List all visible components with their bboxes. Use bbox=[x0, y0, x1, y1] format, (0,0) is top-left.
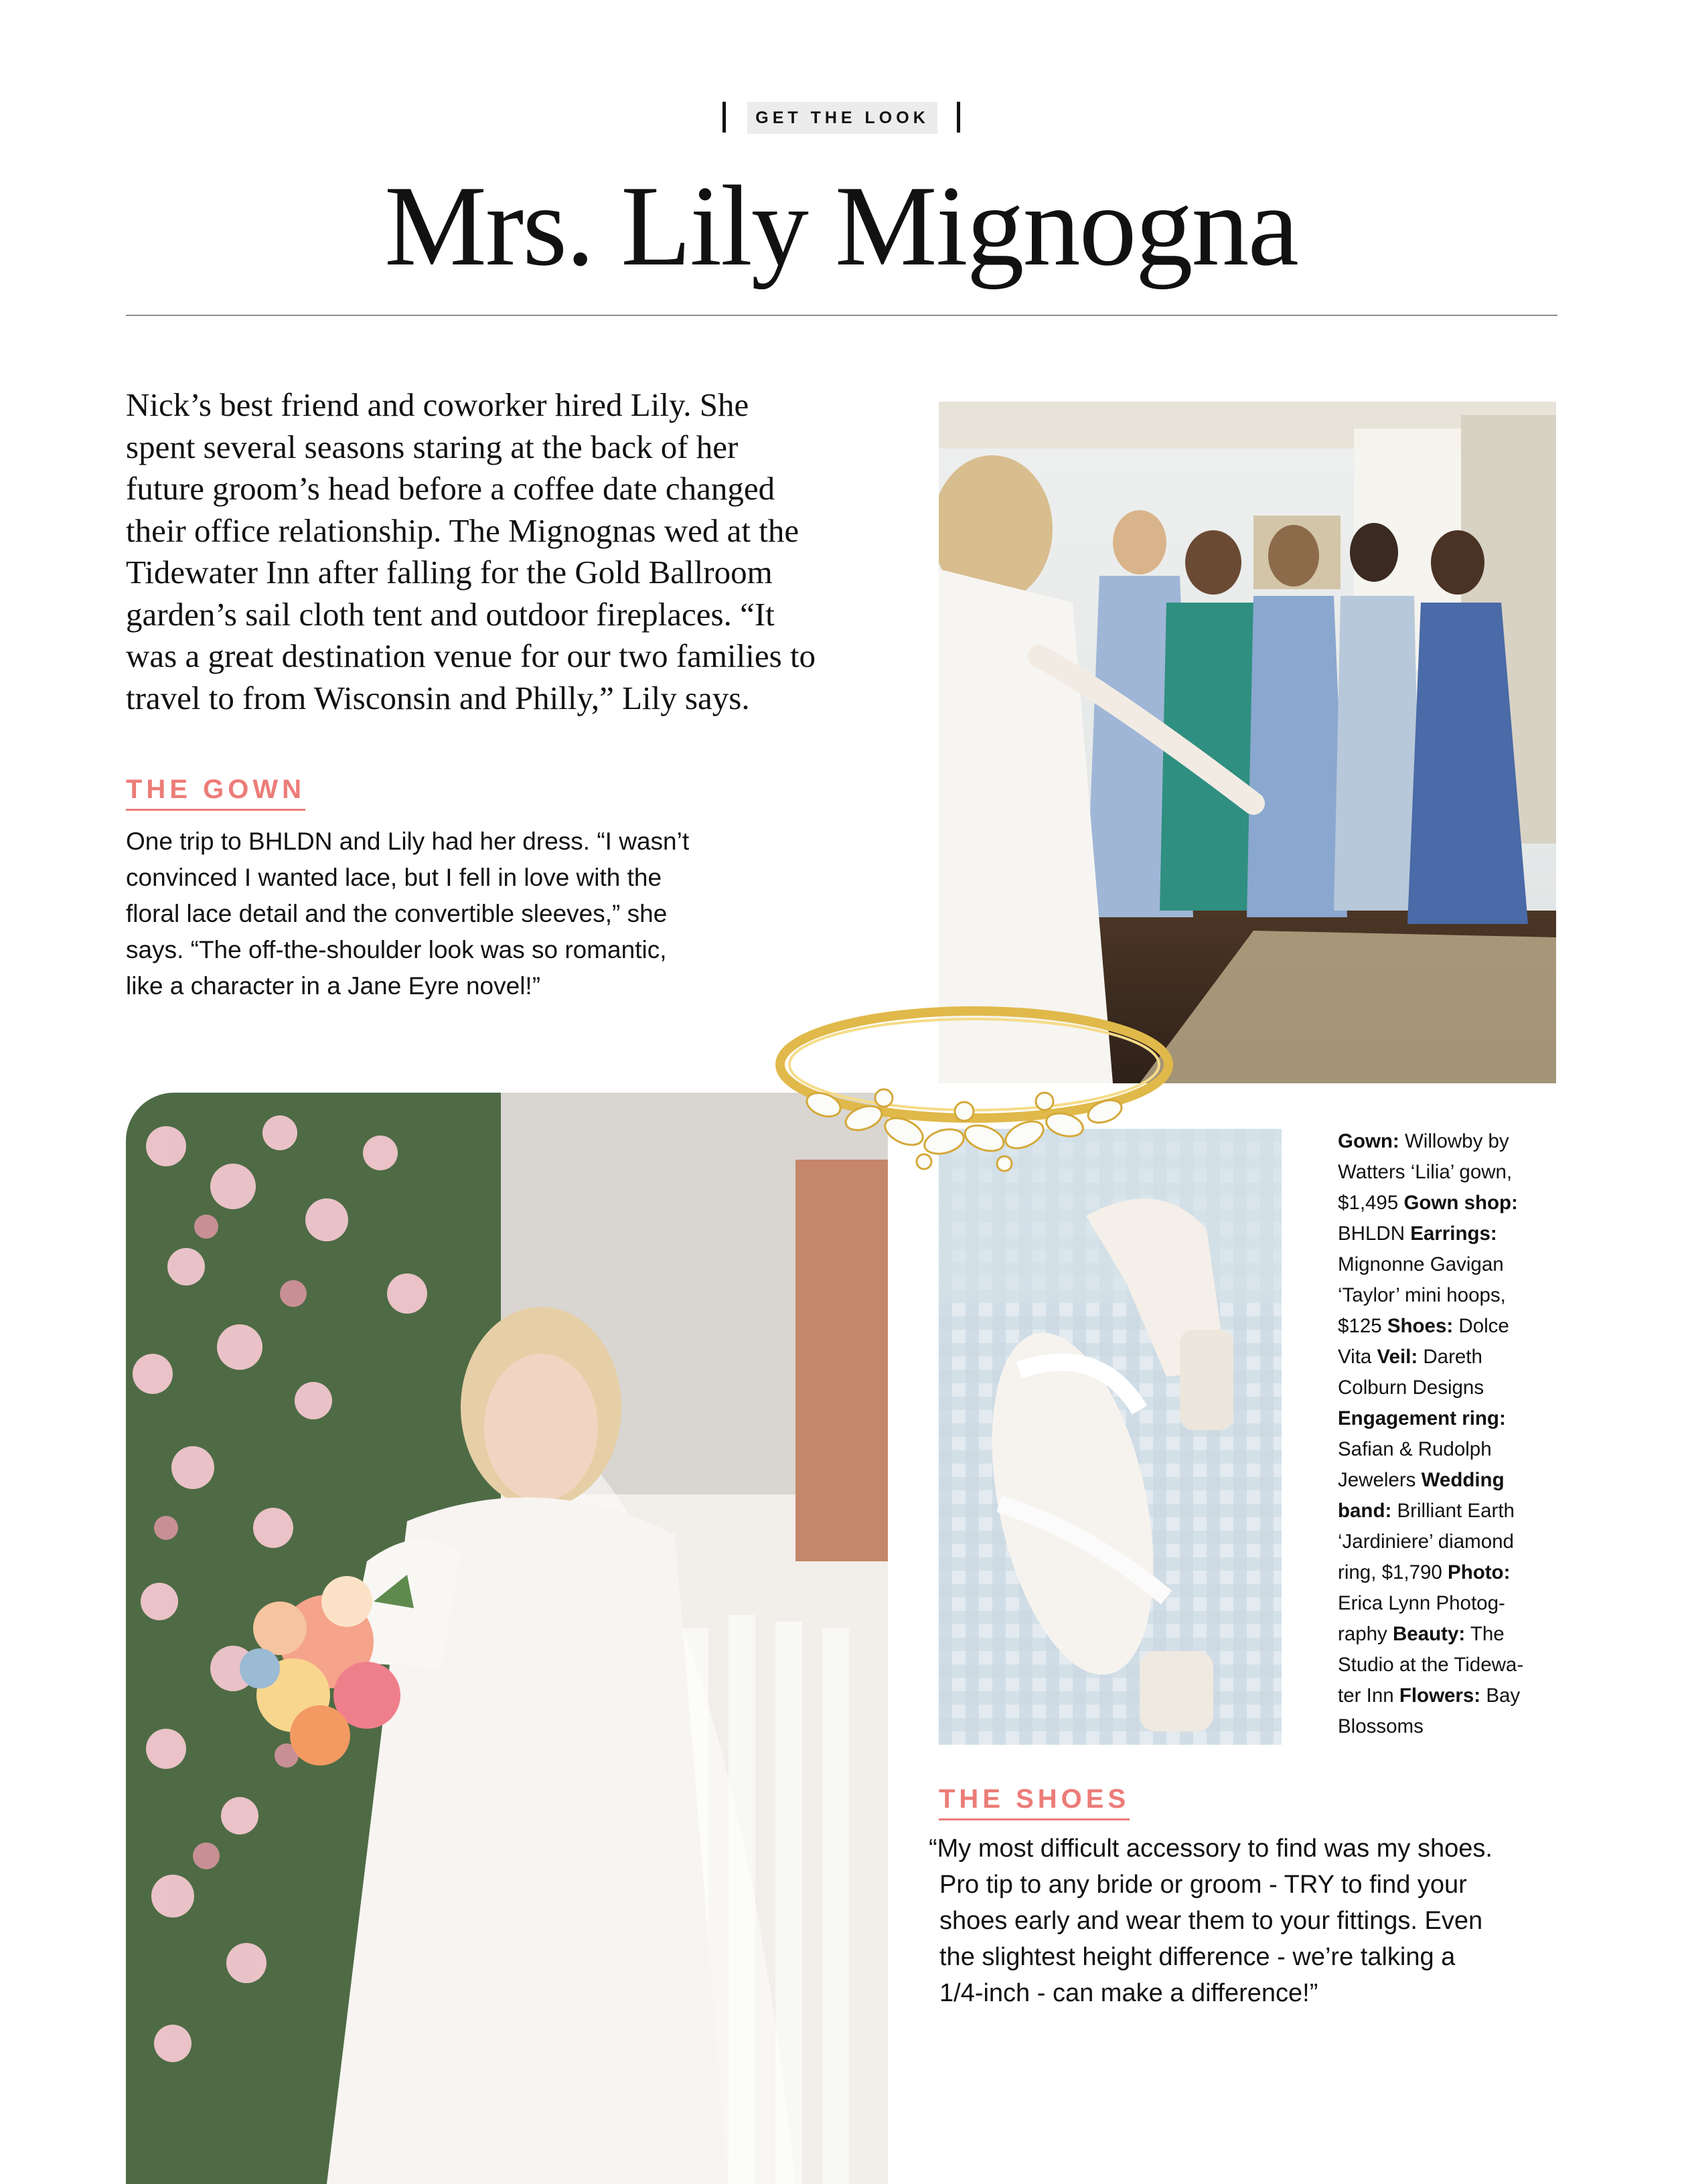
credit-line bbox=[1338, 1681, 1565, 1711]
intro-line: was a great destination venue for our two families to bbox=[126, 637, 816, 674]
credit-label: Flowers: bbox=[1399, 1685, 1481, 1707]
credit-line bbox=[1338, 1527, 1565, 1557]
credit-label: Gown shop: bbox=[1403, 1192, 1518, 1214]
title-divider bbox=[126, 315, 1557, 316]
credit-value: Safian & Rudolph bbox=[1338, 1438, 1492, 1460]
credit-value: ‘Jardiniere’ diamond bbox=[1338, 1531, 1514, 1553]
credit-label: Shoes: bbox=[1387, 1315, 1454, 1337]
credit-value: Dolce bbox=[1453, 1315, 1509, 1337]
credit-line bbox=[1338, 1342, 1565, 1373]
credit-value: ‘Taylor’ mini hoops, bbox=[1338, 1284, 1506, 1306]
credit-line bbox=[1338, 1126, 1565, 1157]
credit-value: Jewelers bbox=[1338, 1469, 1422, 1491]
credit-line bbox=[1338, 1434, 1565, 1465]
intro-line: Nick’s best friend and coworker hired Lily. She bbox=[126, 386, 749, 423]
credit-value: Blossoms bbox=[1338, 1715, 1424, 1737]
credit-value: Vita bbox=[1338, 1346, 1377, 1368]
credits-list bbox=[1338, 1126, 1565, 1742]
intro-paragraph bbox=[126, 384, 913, 719]
bridal-party-photo bbox=[939, 402, 1556, 1083]
credit-label: Earrings: bbox=[1410, 1223, 1497, 1245]
credit-line bbox=[1338, 1588, 1565, 1619]
credit-line bbox=[1338, 1157, 1565, 1188]
credit-value: $125 bbox=[1338, 1315, 1387, 1337]
credit-value: Studio at the Tidewa- bbox=[1338, 1654, 1524, 1676]
credit-value: Bay bbox=[1480, 1685, 1521, 1707]
shoes-line: “My most difficult accessory to find was my shoes. bbox=[929, 1835, 1493, 1863]
shoes-line: shoes early and wear them to your fittings. Even bbox=[939, 1907, 1483, 1935]
credit-line bbox=[1338, 1465, 1565, 1496]
credit-value: Colburn Designs bbox=[1338, 1377, 1484, 1399]
gown-line: like a character in a Jane Eyre novel!” bbox=[126, 972, 541, 1000]
credit-line bbox=[1338, 1280, 1565, 1311]
credit-value: ring, $1,790 bbox=[1338, 1561, 1448, 1583]
credit-value: raphy bbox=[1338, 1623, 1393, 1645]
credit-line bbox=[1338, 1219, 1565, 1249]
page-title: Mrs. Lily Mignogna bbox=[384, 163, 1298, 290]
gown-line: says. “The off-the-shoulder look was so romantic, bbox=[126, 936, 667, 963]
gown-heading: THE GOWN bbox=[126, 774, 305, 811]
credit-value: Willowby by bbox=[1399, 1130, 1509, 1152]
credit-label: Wedding bbox=[1421, 1469, 1505, 1491]
gown-line: floral lace detail and the convertible sleeves,” she bbox=[126, 900, 668, 927]
shoes-line: 1/4-inch - can make a difference!” bbox=[939, 1979, 1318, 2007]
credit-label: Veil: bbox=[1377, 1346, 1418, 1368]
kicker-left-bar bbox=[722, 102, 726, 133]
intro-line: Tidewater Inn after falling for the Gold Ballroom bbox=[126, 554, 773, 591]
shoes-line: Pro tip to any bride or groom - TRY to find your bbox=[939, 1871, 1467, 1899]
shoes-line: the slightest height difference - we’re talking a bbox=[939, 1943, 1456, 1971]
gown-line: convinced I wanted lace, but I fell in love with the bbox=[126, 864, 662, 891]
credit-label: Gown: bbox=[1338, 1130, 1399, 1152]
credit-label: Beauty: bbox=[1393, 1623, 1466, 1645]
gown-paragraph bbox=[126, 824, 795, 1004]
credit-label: Engagement ring: bbox=[1338, 1407, 1506, 1429]
credit-line bbox=[1338, 1711, 1565, 1742]
intro-line: travel to from Wisconsin and Philly,” Lily says. bbox=[126, 679, 750, 716]
credit-value: Mignonne Gavigan bbox=[1338, 1253, 1504, 1275]
gown-line: One trip to BHLDN and Lily had her dress. “I wasn’t bbox=[126, 828, 690, 855]
credit-value: Erica Lynn Photog- bbox=[1338, 1592, 1505, 1614]
intro-line: future groom’s head before a coffee date changed bbox=[126, 470, 775, 507]
credit-line bbox=[1338, 1311, 1565, 1342]
credit-line bbox=[1338, 1249, 1565, 1280]
credit-line bbox=[1338, 1650, 1565, 1681]
intro-line: their office relationship. The Mignognas wed at the bbox=[126, 512, 799, 549]
shoes-paragraph bbox=[929, 1830, 1558, 2011]
credit-line bbox=[1338, 1403, 1565, 1434]
section-kicker: GET THE LOOK bbox=[747, 102, 937, 134]
credit-value: Watters ‘Lilia’ gown, bbox=[1338, 1161, 1513, 1183]
credit-line bbox=[1338, 1373, 1565, 1403]
credit-line bbox=[1338, 1557, 1565, 1588]
kicker-right-bar bbox=[957, 102, 960, 133]
shoes-photo bbox=[939, 1129, 1282, 1745]
credit-value: ter Inn bbox=[1338, 1685, 1399, 1707]
credit-value: $1,495 bbox=[1338, 1192, 1404, 1214]
credit-line bbox=[1338, 1619, 1565, 1650]
credit-value: Dareth bbox=[1418, 1346, 1482, 1368]
credit-value: Brilliant Earth bbox=[1391, 1500, 1515, 1522]
credit-label: band: bbox=[1338, 1500, 1392, 1522]
credit-line bbox=[1338, 1496, 1565, 1527]
credit-line bbox=[1338, 1188, 1565, 1219]
credit-value: BHLDN bbox=[1338, 1223, 1411, 1245]
credit-label: Photo: bbox=[1448, 1561, 1511, 1583]
intro-line: garden’s sail cloth tent and outdoor fireplaces. “It bbox=[126, 595, 775, 633]
credit-value: The bbox=[1465, 1623, 1505, 1645]
bride-portrait-photo bbox=[126, 1093, 888, 2184]
wedding-band-photo bbox=[763, 991, 1185, 1185]
intro-line: spent several seasons staring at the back of her bbox=[126, 428, 739, 465]
shoes-heading: THE SHOES bbox=[939, 1784, 1130, 1820]
